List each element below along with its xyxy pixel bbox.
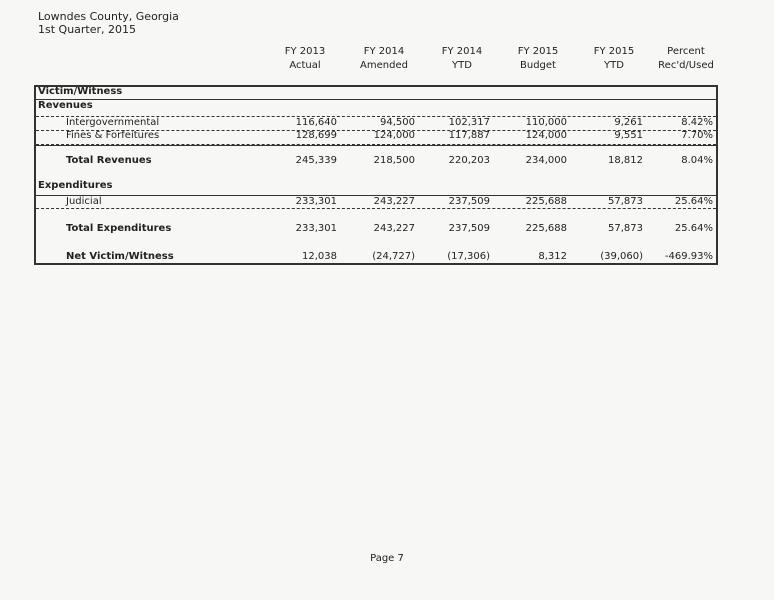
table-frame xyxy=(34,85,718,265)
column-header-line2: YTD xyxy=(452,60,472,71)
table-row-total-revenues xyxy=(0,154,774,168)
cell-fy2013-actual: 245,339 xyxy=(295,155,337,166)
cell-fy2015-ytd: 57,873 xyxy=(608,223,643,234)
revenues-title: Revenues xyxy=(38,100,93,111)
cell-fy2014-amended: 94,500 xyxy=(380,117,415,128)
table-row-total-expenditures xyxy=(0,222,774,236)
row-label: Intergovernmental xyxy=(66,117,160,128)
table-row-net-victim-witness xyxy=(0,250,774,264)
cell-fy2014-ytd: 220,203 xyxy=(448,155,490,166)
column-header-line1: FY 2015 xyxy=(593,46,635,57)
column-header-line2: YTD xyxy=(604,60,624,71)
column-header-line1: FY 2013 xyxy=(284,46,326,57)
report-period: 1st Quarter, 2015 xyxy=(38,23,137,36)
row-label: Net Victim/Witness xyxy=(66,251,174,262)
cell-percent: 25.64% xyxy=(674,223,713,234)
cell-fy2014-amended: 124,000 xyxy=(373,130,415,141)
expenditures-title: Expenditures xyxy=(38,180,113,191)
cell-fy2014-amended: 243,227 xyxy=(373,196,415,207)
cell-fy2014-ytd: 237,509 xyxy=(448,196,490,207)
cell-fy2013-actual: 233,301 xyxy=(295,223,337,234)
cell-fy2013-actual: 116,640 xyxy=(295,117,337,128)
row-label: Total Revenues xyxy=(66,155,152,166)
cell-fy2014-ytd: (17,306) xyxy=(447,251,490,262)
column-header-fy2014-amended xyxy=(349,45,419,73)
cell-fy2015-ytd: 18,812 xyxy=(608,155,643,166)
cell-fy2014-amended: (24,727) xyxy=(372,251,415,262)
cell-fy2015-budget: 225,688 xyxy=(525,196,567,207)
cell-fy2015-budget: 124,000 xyxy=(525,130,567,141)
column-header-percent xyxy=(648,45,724,73)
column-header-line1: Percent xyxy=(667,46,705,57)
cell-fy2013-actual: 233,301 xyxy=(295,196,337,207)
cell-fy2013-actual: 128,699 xyxy=(295,130,337,141)
cell-percent: 8.04% xyxy=(681,155,713,166)
cell-fy2015-ytd: 57,873 xyxy=(608,196,643,207)
cell-fy2014-ytd: 237,509 xyxy=(448,223,490,234)
column-header-line1: FY 2015 xyxy=(517,46,559,57)
column-header-line2: Actual xyxy=(289,60,321,71)
row-label: Fines & Forfeitures xyxy=(66,130,160,141)
cell-fy2013-actual: 12,038 xyxy=(302,251,337,262)
column-header-line2: Budget xyxy=(520,60,556,71)
table-row-fines-forfeitures xyxy=(0,129,774,143)
table-row-intergovernmental xyxy=(0,116,774,130)
column-header-fy2015-ytd xyxy=(579,45,649,73)
column-header-line1: FY 2014 xyxy=(363,46,405,57)
column-header-fy2014-ytd xyxy=(427,45,497,73)
cell-fy2014-ytd: 102,317 xyxy=(448,117,490,128)
entity-name: Lowndes County, Georgia xyxy=(38,10,179,23)
section-divider xyxy=(36,99,716,100)
cell-fy2015-budget: 110,000 xyxy=(525,117,567,128)
column-header-line2: Amended xyxy=(360,60,408,71)
cell-percent: 25.64% xyxy=(674,196,713,207)
cell-fy2014-ytd: 117,887 xyxy=(448,130,490,141)
cell-percent: 8.42% xyxy=(681,117,713,128)
row-label: Total Expenditures xyxy=(66,223,172,234)
column-header-fy2015-budget xyxy=(503,45,573,73)
cell-fy2015-ytd: 9,261 xyxy=(614,117,643,128)
column-header-line1: FY 2014 xyxy=(441,46,483,57)
row-label: Judicial xyxy=(66,196,102,207)
cell-percent: -469.93% xyxy=(664,251,713,262)
cell-fy2015-ytd: (39,060) xyxy=(600,251,643,262)
cell-percent: 7.70% xyxy=(681,130,713,141)
cell-fy2015-budget: 8,312 xyxy=(538,251,567,262)
column-header-line2: Rec'd/Used xyxy=(658,60,714,71)
cell-fy2014-amended: 218,500 xyxy=(373,155,415,166)
cell-fy2015-budget: 225,688 xyxy=(525,223,567,234)
row-rule xyxy=(36,145,716,146)
table-row-judicial xyxy=(0,195,774,209)
cell-fy2014-amended: 243,227 xyxy=(373,223,415,234)
cell-fy2015-ytd: 9,551 xyxy=(614,130,643,141)
cell-fy2015-budget: 234,000 xyxy=(525,155,567,166)
section-title: Victim/Witness xyxy=(38,86,123,97)
page-number: Page 7 xyxy=(370,553,404,564)
column-header-fy2013-actual xyxy=(270,45,340,73)
